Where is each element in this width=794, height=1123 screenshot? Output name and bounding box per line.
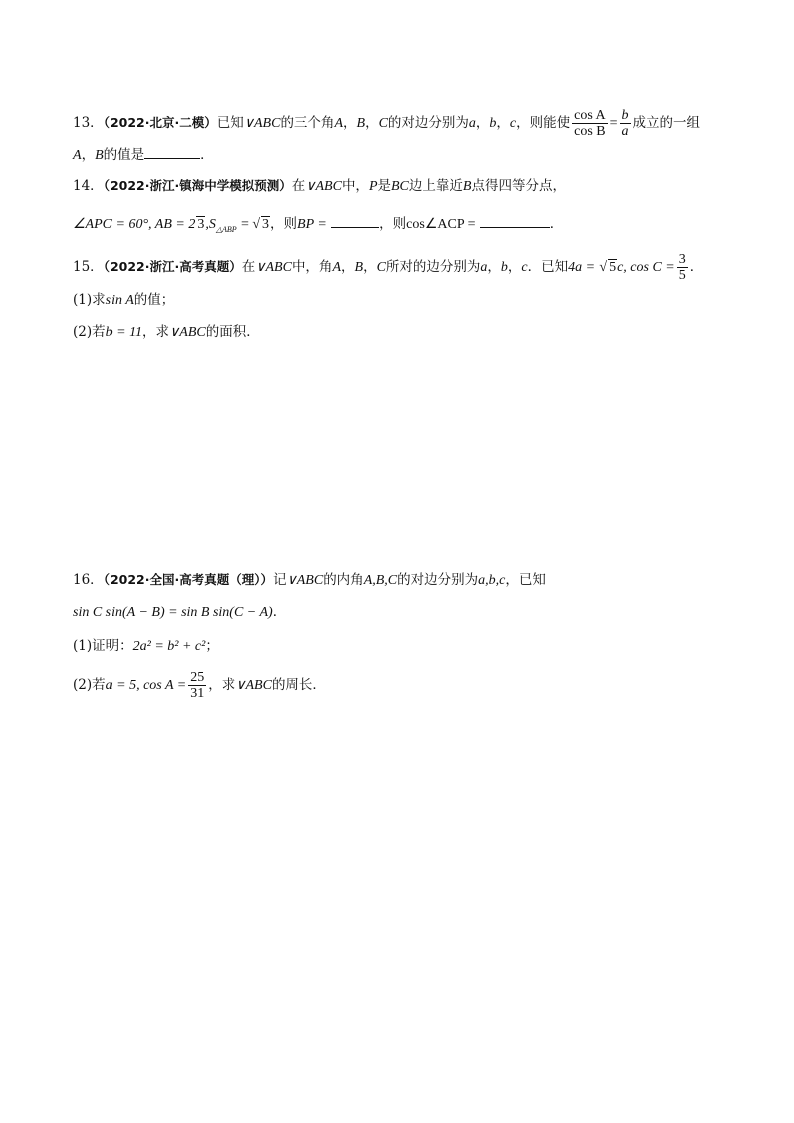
q14-var: B [462,179,472,194]
q15-part2 [73,322,260,343]
q14-text: 点得四等分点， [471,178,566,194]
q14-source: （2022·浙江·镇海中学模拟预测） [103,178,292,193]
q15-period: ． [689,259,704,275]
q16-line1 [73,570,546,591]
q16-fraction [188,670,206,701]
q14-cos: cos∠ACP = [406,217,476,232]
q14-area-subscript: △ABP [215,225,237,234]
q13-triangle: ∨ABC [243,116,281,131]
q14-condition: ∠APC = 60°, AB = 2 [73,217,196,232]
q16-part1 [73,636,219,657]
q15-text: 所对的边分别为 [385,259,481,275]
q15-frac-den: 5 [678,268,686,283]
q13-text: 的三个角 [280,115,335,131]
q13-line2: A，B的值是 ． [73,144,214,166]
q16-part2 [73,670,326,701]
q15-text: 中，角 [291,259,333,275]
q15-line1: 15．（2022·浙江·高考真题）在∨ABC中，角A，B，C所对的边分别为a，b，c．已知4a = √ 5c, cos C = $\frac{3}{5}$ ． [73,252,704,283]
q13-var: c [509,116,517,131]
q16-angles: A,B,C [363,573,398,588]
q16-triangle: ∨ABC [286,573,324,588]
q13-var: A [73,148,82,163]
q13-equals: = [609,116,618,131]
q16-part1-expr: 2a² = b² + c² [132,639,206,654]
q13-answer-blank[interactable] [144,144,200,159]
q16-part2-prefix: (2)若 [73,677,106,693]
q16-sides: a,b,c [478,573,506,588]
q16-source: （2022·全国·高考真题（理）） [103,572,273,587]
q16-part1-suffix: ； [205,638,219,654]
q13-period: ． [200,147,214,163]
q14-equals: = [240,217,253,232]
q14-period: ． [549,216,564,232]
q15-triangle: ∨ABC [255,260,292,275]
q15-var: c [521,260,528,275]
q13-frac-den: cos B [574,124,606,139]
q14-text: 中， [341,178,369,194]
q15-var: A [332,260,341,275]
q15-frac-num: 3 [678,252,686,267]
q14-triangle: ∨ABC [305,179,342,194]
q13-fraction-ba [620,108,631,139]
q16-line2 [73,602,286,623]
q16-text: 的内角 [323,572,364,588]
q16-part2-expr: a = 5, cos A = [105,678,187,693]
q13-text: 成立的一组 [632,115,701,131]
q15-part2-suffix: 的面积． [205,324,260,340]
q15-text: 在 [241,259,256,275]
q13-var: A [334,116,343,131]
q13-frac-num: cos A [574,108,606,123]
q16-text: 的对边分别为 [397,572,479,588]
q14-text: 边上靠近 [408,178,463,194]
q15-condition: 4a = [568,260,596,275]
q14-sqrt: 3 [262,217,270,232]
q15-var: b [500,260,508,275]
q15-triangle: ∨ABC [169,325,206,340]
q13-text: 已知 [216,115,244,131]
q16-part2-suffix: 的周长． [271,677,326,693]
q16-part2-mid: ，求 [208,677,236,693]
q13-number: 13． [73,115,104,131]
q14-line2: ∠APC = 60°, AB = 2 $3,S_{\triangle ABP}$ = √ 3，则BP = ，则cos∠ACP = ． [73,213,563,240]
q13-var: B [356,116,366,131]
q14-var: P [368,179,378,194]
q16-frac-den: 31 [190,686,205,701]
q13-text: 的对边分别为 [387,115,469,131]
q14-line1 [73,176,566,197]
q16-text: ，已知 [505,572,546,588]
q15-fraction [677,252,688,283]
q14-var: BC [391,179,409,194]
q16-number: 16． [73,572,104,588]
q13-var: a [468,116,476,131]
q15-var: C [376,260,386,275]
q13-source: （2022·北京·二模） [103,115,217,130]
q16-condition: sin C sin(A − B) = sin B sin(C − A) [73,605,273,620]
q15-var: a [480,260,488,275]
q13-var: C [378,116,388,131]
q14-bp: BP = [297,217,327,232]
q15-text: ．已知 [527,259,569,275]
q13-text: ，则能使 [516,115,571,131]
q14-text: 是 [377,178,391,194]
q14-number: 14． [73,178,104,194]
q15-source: （2022·浙江·高考真题） [103,259,242,274]
q16-period: ． [272,604,287,620]
q15-part1-prefix: (1)求 [73,292,106,308]
q14-text: ，则 [270,216,298,232]
q15-sqrt: 5 [609,260,617,275]
q15-part2-prefix: (2)若 [73,324,106,340]
q14-sqrt: 3 [197,217,205,232]
q15-part1 [73,290,174,311]
q16-frac-num: 25 [190,670,205,685]
q15-condition: c, cos C = [617,260,675,275]
q15-part1-expr: sin A [105,293,134,308]
q13-line1: 13．（2022·北京·二模）已知∨ABC的三个角A，B，C的对边分别为a，b，c，则能使 $\frac{\text{cos A}}{\text{cos B}}$ = $\frac{b}{a}$ 成立的一组 [73,108,701,139]
q15-part2-expr: b = 11 [105,325,143,340]
q13-fraction-cos [572,108,608,139]
q13-frac-den: a [621,124,629,139]
q13-frac-num: b [621,108,629,123]
q15-var: B [354,260,364,275]
q16-triangle: ∨ABC [235,678,272,693]
q14-area-symbol: S [208,217,216,232]
q13-var: b [489,116,497,131]
q15-number: 15． [73,259,104,275]
q16-text: 记 [272,572,287,588]
q14-answer-blank-1[interactable] [331,213,379,228]
q14-text: ，则 [379,216,407,232]
q15-part1-suffix: 的值； [133,292,175,308]
q14-answer-blank-2[interactable] [480,213,550,228]
q13-var: B [95,148,104,163]
q14-text: 在 [291,178,306,194]
q15-part2-mid: ，求 [142,324,170,340]
q13-text: 的值是 [103,147,145,163]
q16-part1-prefix: (1)证明： [73,638,133,654]
